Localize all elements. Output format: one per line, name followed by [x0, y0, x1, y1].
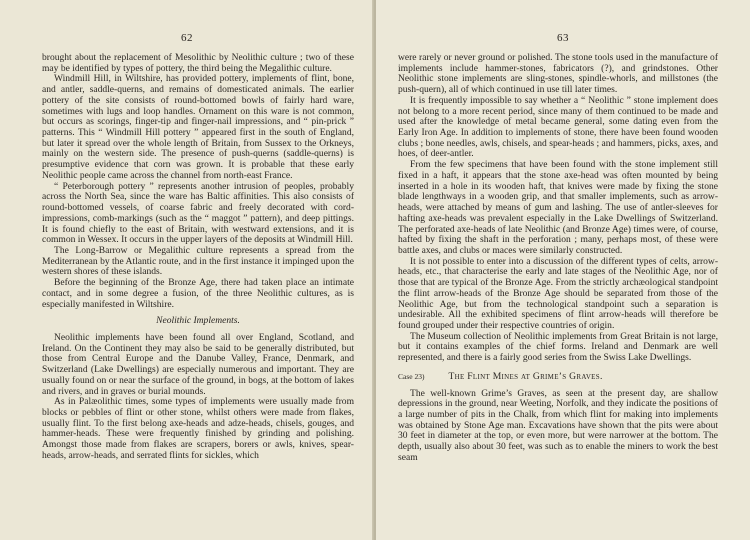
paragraph: The Long-Barrow or Megalithic culture represents a spread from the Mediterranean by the Atlantic route, and in the first instance it impinged upon the western shores of these islands. — [42, 244, 354, 278]
paragraph: The Museum collection of Neolithic implements from Great Britain is not large, but it contains examples of the chief forms. Ireland and Denmark are well represented, and there is a fairly good series from the Swiss Lake Dwellings. — [398, 330, 718, 364]
paragraph: It is frequently impossible to say whether a “ Neolithic ” stone implement does not belong to a more recent period, since many of them continued to be made and used after the knowledge of metal became general, some dating even from the Early Iron Age. In addition to implements of stone, there have been found wooden clubs ; bone needles, awls, chisels, and spear-heads ; and hammers, picks, axes, and hoes, of deer-antler. — [398, 94, 718, 160]
left-page — [0, 0, 374, 540]
paragraph: were rarely or never ground or polished. The stone tools used in the manufacture of implements include hammer-stones, fabricators (?), and grindstones. Other Neolithic stone implements are sling-stones, spindle-whorls, and millstones (the push-quern), all of which continued in use till later times. — [398, 52, 718, 96]
right-page-body — [398, 53, 718, 464]
paragraph: brought about the replacement of Mesolithic by Neolithic culture ; two of these may be identified by types of pottery, the third being the Megalithic culture. — [42, 52, 354, 74]
paragraph: Windmill Hill, in Wiltshire, has provided pottery, implements of flint, bone, and antler, saddle-querns, and remains of domesticated animals. The earlier pottery of the site consists of round-bottomed bowls of fairly hard ware, sometimes with lugs and loop handles. Ornament on this ware is not common, but occurs as scorings, finger-tip and finger-nail impressions, and “ pin-prick ” patterns. This “ Windmill Hill pottery ” appeared first in the south of England, but later it spread over the whole length of Britain, from Sussex to the Orkneys, mainly on the western side. The presence of push-querns (saddle-querns) is presumptive evidence that corn was grown. It is probable that these early Neolithic people came across the channel from north-east France. — [42, 73, 354, 181]
right-page — [376, 0, 750, 540]
section-title: The Flint Mines at Grime’s Graves. — [448, 370, 603, 382]
case-label: Case 23) — [398, 371, 425, 381]
paragraph: From the few specimens that have been found with the stone implement still fixed in a haft, it appears that the stone axe-head was often mounted by being inserted in a hole in its wooden haft, that knives were made by fixing the stone blade lengthways in a wooden grip, and that smaller implements, such as arrow-heads, were attached by means of gum and lashing. The use of antler-sleeves for hafting axe-heads was prevalent especially in the Lake Dwellings of Switzerland. The perforated axe-heads of late Neolithic (and Bronze Age) times were, of course, hafted by fixing the shaft in the perforation ; many, perhaps most, of these were battle axes, and clubs or maces were similarly constructed. — [398, 159, 718, 256]
paragraph: As in Palæolithic times, some types of implements were usually made from blocks or pebbles of flint or other stone, whilst others were made from flakes, usually flint. To the first belong axe-heads and adze-heads, chisels, gouges, and hammer-heads. These were frequently finished by grinding and polishing. Amongst those made from flakes are scrapers, borers or awls, knives, spear-heads, arrow-heads, and serrated flints for sickles, which — [42, 396, 354, 461]
paragraph: Neolithic implements have been found all over England, Scotland, and Ireland. On the Continent they may also be said to be generally distributed, but those from Central Europe and the Danube Valley, France, Denmark, and Switzerland (Lake Dwellings) are especially numerous and important. They are usually found on or near the surface of the ground, in bogs, at the bottom of lakes and rivers, and in graves or burial mounds. — [42, 331, 354, 397]
paragraph: The well-known Grime’s Graves, as seen at the present day, are shallow depressions in the ground, near Weeting, Norfolk, and they indicate the positions of a large number of pits in the Chalk, from which flint for making into implements was obtained by Stone Age man. Excavations have shown that the pits were about 30 feet in diameter at the top, or even more, but were narrower at the bottom. The depth, usually also about 30 feet, was such as to enable the miners to work the best seam — [398, 387, 718, 463]
paragraph: “ Peterborough pottery ” represents another intrusion of peoples, probably across the North Sea, since the ware has Baltic affinities. This also consists of round-bottomed vessels, of coarse fabric and freely decorated with cord-impressions, comb-markings (such as the “ maggot ” pattern), and deep pittings. It is found chiefly to the east of Britain, with westward extensions, and it is common in Wessex. It occurs in the upper layers of the deposits at Windmill Hill. — [42, 180, 354, 246]
section-heading — [398, 372, 718, 383]
page-number-left: 62 — [181, 32, 193, 44]
section-subheading: Neolithic Implements. — [156, 315, 240, 327]
left-page-body — [42, 53, 354, 462]
page-number-right: 63 — [557, 32, 569, 44]
paragraph: It is not possible to enter into a discussion of the different types of celts, arrow-heads, etc., that characterise the early and late stages of the Neolithic Age, nor of those that are typical of the Bronze Age. From the strictly archæological standpoint the flint arrow-heads of the Bronze Age should be separated from those of the Neolithic Age, but from the technological standpoint such a separation is undesirable. All the exhibited specimens of flint arrow-heads will therefore be found grouped under their respective countries of origin. — [398, 255, 718, 331]
paragraph: Before the beginning of the Bronze Age, there had taken place an intimate contact, and in some degree a fusion, of the three Neolithic cultures, as is especially manifested in Wiltshire. — [42, 277, 354, 310]
